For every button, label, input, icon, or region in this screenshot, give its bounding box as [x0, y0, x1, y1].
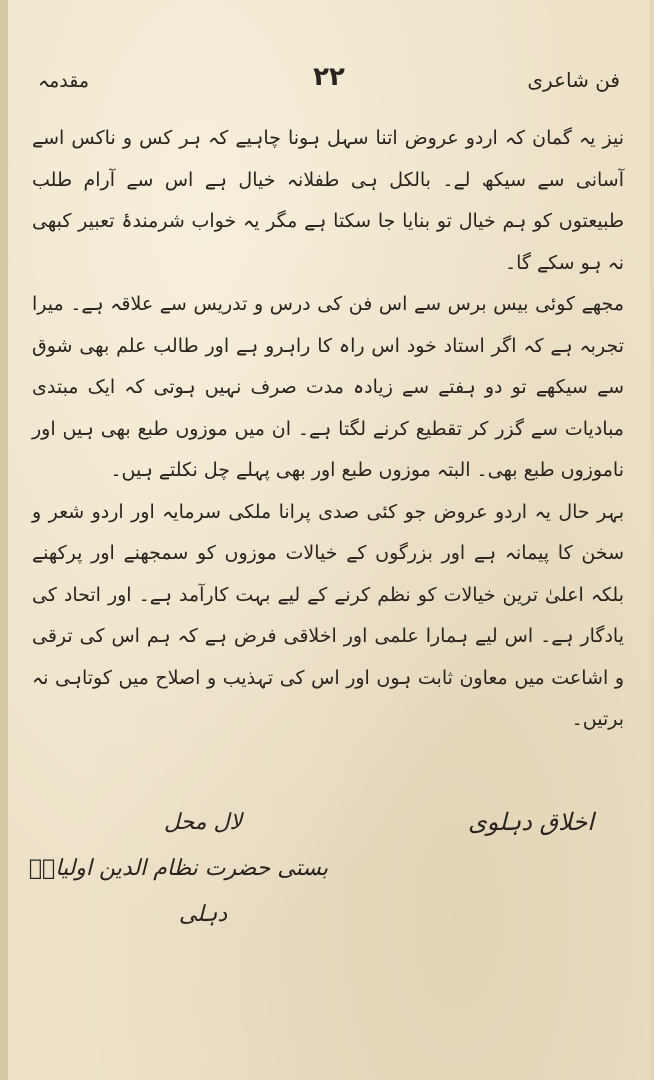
paragraph-2: مجھے کوئی بیس برس سے اس فن کی درس و تدریس سے علاقہ ہے۔ میرا تجربہ ہے کہ اگر استاد خود اس راہ کا راہرو ہے اور طالب علم بھی شوق سے سیکھے تو دو ہفتے سے زیادہ مدت صرف نہیں ہوتی کہ ایک مبتدی مبادیات سے گزر کر تقطیع کرنے لگتا ہے۔ ان میں موزوں طبع بھی ہیں اور ناموزوں طبع بھی۔ البتہ موزوں طبع اور بھی پہلے چل نکلتے ہیں۔	[32, 293, 624, 481]
page-number: ۲۲	[313, 62, 345, 92]
author-address	[28, 800, 328, 938]
paragraph-1: نیز یہ گمان کہ اردو عروض اتنا سہل ہونا چاہیے کہ ہر کس و ناکس اسے آسانی سے سیکھ لے۔ بالکل ہی طفلانہ خیال ہے اس سے آرام طلب طبیعتوں کو ہم خیال تو بنایا جا سکتا ہے مگر یہ خواب شرمندۂ تعبیر کبھی نہ ہو سکے گا۔	[32, 127, 624, 274]
author-signature: اخلاق دہلوی	[468, 808, 594, 836]
paragraph-3: بہر حال یہ اردو عروض جو کئی صدی پرانا ملکی سرمایہ اور اردو شعر و سخن کا پیمانہ ہے اور بزرگوں کے خیالات موزوں کو سمجھنے اور پرکھنے بلکہ اعلیٰ ترین خیالات کو نظم کرنے کے لیے بہت کارآمد ہے۔ اور اتحاد کی یادگار ہے۔ اس لیے ہمارا علمی اور اخلاقی فرض ہے کہ ہم اس کی ترقی و اشاعت میں معاون ثابت ہوں اور اس کی تہذیب و اصلاح میں کوتاہی نہ برتیں۔	[32, 500, 624, 730]
running-title-section: مقدمہ	[38, 70, 90, 92]
page-header	[38, 62, 620, 106]
body-text	[32, 118, 624, 741]
address-line-1: لال محل	[163, 810, 243, 835]
address-line-2: بستی حضرت نظام الدین اولیاءؒ	[28, 856, 328, 881]
running-title-book: فن شاعری	[527, 68, 620, 92]
address-line-3: دہلی	[178, 902, 228, 927]
